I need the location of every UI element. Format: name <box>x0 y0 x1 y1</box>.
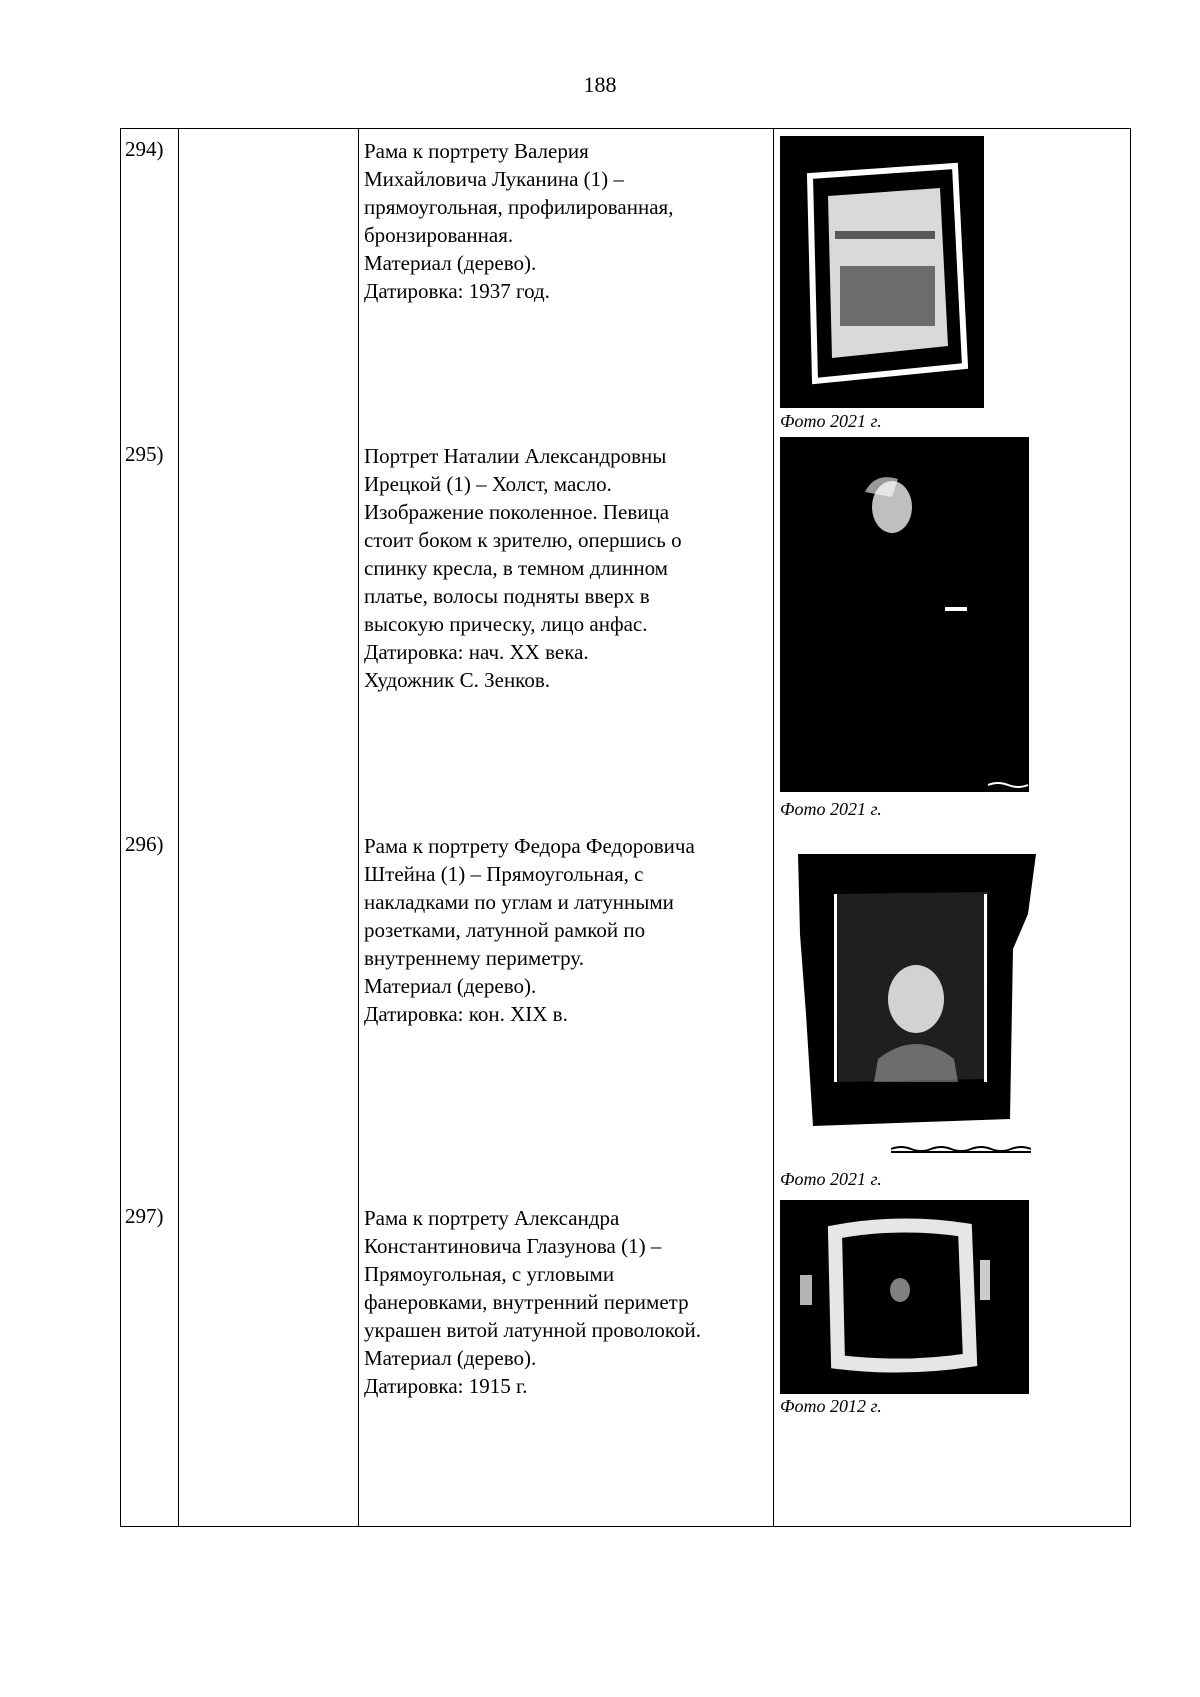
description-line: фанеровками, внутренний периметр <box>364 1290 689 1314</box>
description-line: Материал (дерево). <box>364 251 537 275</box>
row-description <box>364 832 784 1028</box>
description-line: Датировка: кон. XIX в. <box>364 1002 568 1026</box>
scale-bar <box>891 1144 1031 1154</box>
description-line: Штейна (1) – Прямоугольная, с <box>364 862 644 886</box>
description-line: платье, волосы подняты вверх в <box>364 584 650 608</box>
description-line: внутреннему периметру. <box>364 946 584 970</box>
description-line: Художник С. Зенков. <box>364 668 550 692</box>
row-description <box>364 1204 784 1400</box>
catalog-table <box>120 128 1131 1527</box>
description-line: Ирецкой (1) – Холст, масло. <box>364 472 612 496</box>
row-description <box>364 137 784 305</box>
frame-photo <box>780 1200 1029 1394</box>
photo-caption: Фото 2021 г. <box>780 1169 882 1189</box>
description-line: Материал (дерево). <box>364 1346 537 1370</box>
frame-photo <box>780 136 984 408</box>
description-line: Портрет Наталии Александровны <box>364 444 667 468</box>
description-line: Прямоугольная, с угловыми <box>364 1262 615 1286</box>
photo-caption: Фото 2021 г. <box>780 799 882 819</box>
description-line: спинку кресла, в темном длинном <box>364 556 668 580</box>
portrait-photo <box>780 437 1029 792</box>
row-number: 295) <box>125 442 164 466</box>
description-line: Материал (дерево). <box>364 974 537 998</box>
row-number: 296) <box>125 832 164 856</box>
description-line: стоит боком к зрителю, опершись о <box>364 528 682 552</box>
table-row <box>121 434 1130 824</box>
description-line: высокую прическу, лицо анфас. <box>364 612 648 636</box>
row-description <box>364 442 784 694</box>
description-line: Рама к портрету Александра <box>364 1206 620 1230</box>
photo-caption: Фото 2021 г. <box>780 411 882 431</box>
description-line: прямоугольная, профилированная, <box>364 195 674 219</box>
row-number: 294) <box>125 137 164 161</box>
description-line: розетками, латунной рамкой по <box>364 918 646 942</box>
description-line: Датировка: нач. XX века. <box>364 640 589 664</box>
frame-photo <box>798 854 1036 1129</box>
description-line: Датировка: 1915 г. <box>364 1374 528 1398</box>
page-number: 188 <box>583 72 617 97</box>
table-row <box>121 129 1130 434</box>
description-line: Михайловича Луканина (1) – <box>364 167 624 191</box>
description-line: Рама к портрету Федора Федоровича <box>364 834 695 858</box>
description-line: накладками по углам и латунными <box>364 890 674 914</box>
table-row <box>121 1196 1130 1528</box>
description-line: украшен витой латунной проволокой. <box>364 1318 702 1342</box>
photo-caption: Фото 2012 г. <box>780 1396 882 1416</box>
row-number: 297) <box>125 1204 164 1228</box>
description-line: Изображение поколенное. Певица <box>364 500 670 524</box>
description-line: бронзированная. <box>364 223 514 247</box>
description-line: Датировка: 1937 год. <box>364 279 550 303</box>
description-line: Рама к портрету Валерия <box>364 139 589 163</box>
description-line: Константиновича Глазунова (1) – <box>364 1234 662 1258</box>
table-row <box>121 824 1130 1196</box>
